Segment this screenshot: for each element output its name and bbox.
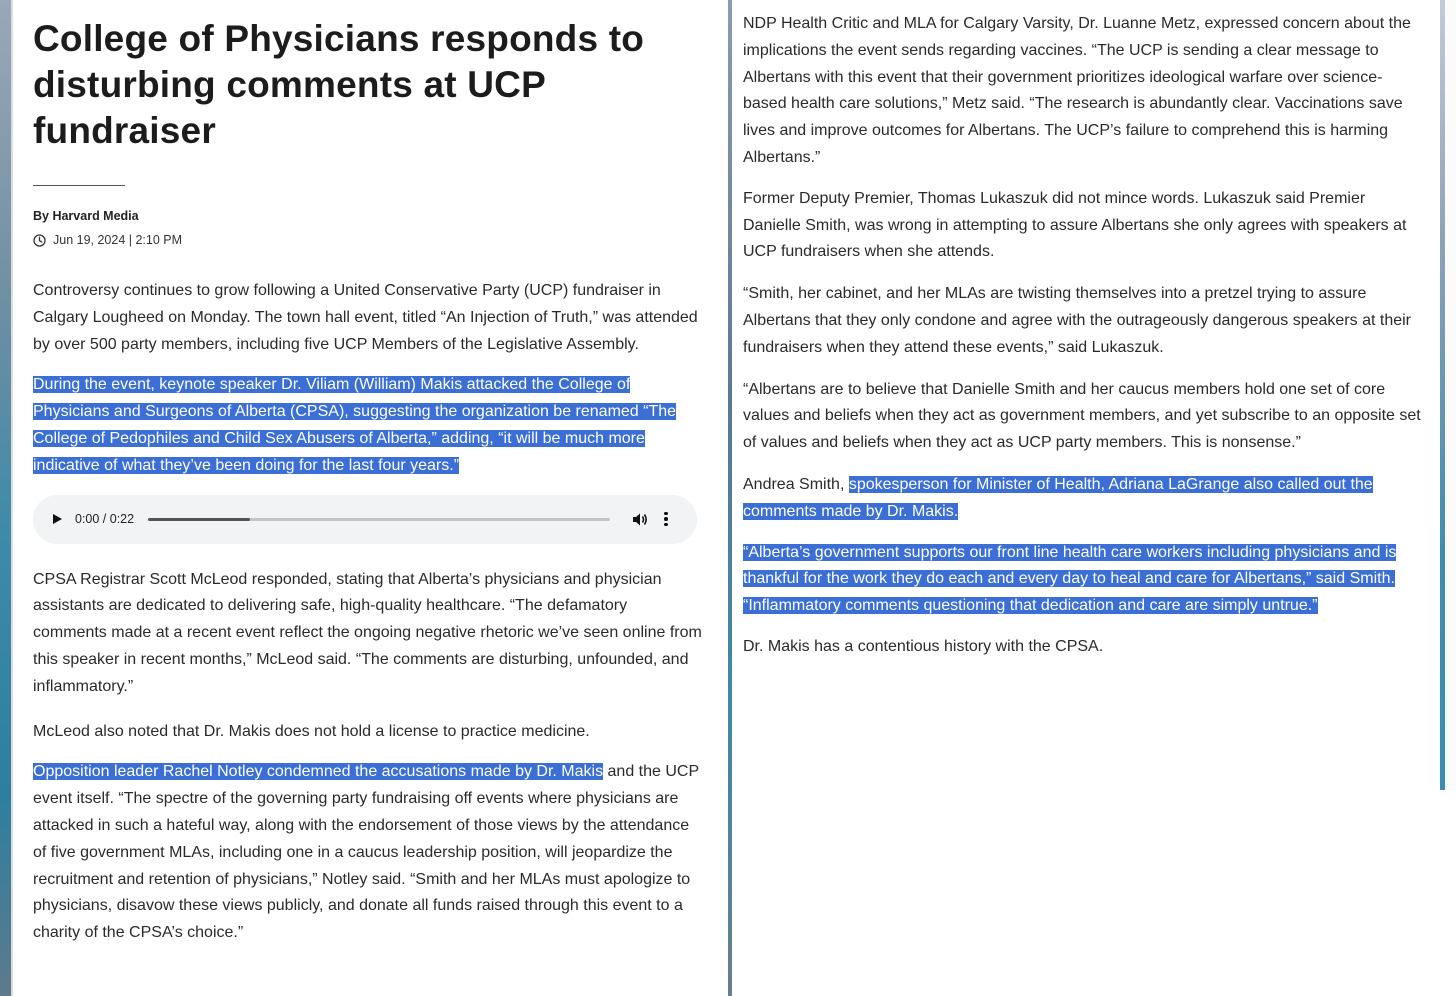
paragraph-lukaszuk-quote: “Smith, her cabinet, and her MLAs are twisting themselves into a pretzel trying to assure Albertans that they only condone and agree with the outrageously dangerous speakers at their fundraisers when they attend these events,” said Lukaszuk. (743, 285, 1411, 356)
column-divider (728, 0, 732, 996)
paragraph-text: and the UCP event itself. “The spectre of the governing party fundraising off events where physicians are attacked in such a hateful way, along with the endorsement of those views by the attendance of five government MLAs, including one in a caucus leadership position, will jeopardize the recruitment and retention of physicians,” Notley said. “Smith and her MLAs must apologize to physicians, disavow these views publicly, and donate all funds raised through this event to a charity of the CPSA’s choice.” (33, 763, 699, 942)
paragraph-license: McLeod also noted that Dr. Makis does not hold a license to practice medicine. (33, 722, 590, 740)
audio-player[interactable] (33, 495, 697, 544)
highlighted-text: “Alberta’s government supports our front line health care workers including physicians and is thankful for the work they do each and every day to heal and care for Albertans,” said Smith. “Inflammatory comments questioning that dedication and care are simply untrue.” (743, 543, 1397, 615)
paragraph-albertans: “Albertans are to believe that Danielle Smith and her caucus members hold one set of core values and beliefs when they act as government members, and yet subscribe to an opposite set of values and beliefs when they act as UCP party members. This is nonsense.” (743, 380, 1421, 452)
paragraph-lukaszuk: Former Deputy Premier, Thomas Lukaszuk did not mince words. Lukaszuk said Premier Danielle Smith, was wrong in attempting to assure Albertans she only agrees with speakers at UCP fundraisers when she attends. (743, 189, 1407, 261)
article-title: College of Physicians responds to disturbing comments at UCP fundraiser (33, 18, 645, 151)
play-icon[interactable] (53, 514, 62, 524)
more-options-icon[interactable] (664, 511, 668, 528)
audio-seek-bar[interactable] (148, 518, 610, 521)
volume-icon[interactable] (632, 512, 648, 527)
paragraph-mcleod: CPSA Registrar Scott McLeod responded, stating that Alberta’s physicians and physician assistants are dedicated to delivering safe, high-quality healthcare. “The defamatory comments made at a recent event reflect the ongoing negative rhetoric we’ve seen online from this speaker in recent months,” McLeod said. “The comments are disturbing, unfounded, and inflammatory.” (33, 570, 702, 695)
paragraph-metz: NDP Health Critic and MLA for Calgary Varsity, Dr. Luanne Metz, expressed concern about the implications the event sends regarding vaccines. “The UCP is sending a clear message to Albertans with this event that their government prioritizes ideological warfare over science-based health care solutions,” Metz said. “The research is abundantly clear. Vaccinations save lives and improve outcomes for Albertans. The UCP’s failure to comprehend this is harming Albertans.” (743, 15, 1411, 166)
highlighted-text: Opposition leader Rachel Notley condemned the accusations made by Dr. Makis (33, 763, 604, 781)
audio-progress-fill (148, 518, 250, 521)
dateline (33, 233, 703, 247)
right-edge-margin (1445, 0, 1456, 790)
paragraph-text: Andrea Smith, (743, 475, 849, 493)
clock-icon (33, 234, 46, 247)
audio-time: 0:00 / 0:22 (75, 512, 135, 527)
left-column (33, 0, 703, 947)
paragraph-history: Dr. Makis has a contentious history with the CPSA. (743, 637, 1104, 655)
highlighted-text: During the event, keynote speaker Dr. Viliam (William) Makis attacked the College of Physicians and Surgeons of Alberta (CPSA), suggesting the organization be renamed “The College of Pedophiles and Child Sex Abusers of Alberta,” adding, “it will be much more indicative of what they’ve been doing for the last four years.” (33, 376, 677, 474)
right-column (743, 0, 1423, 661)
left-edge-strip (0, 0, 11, 996)
publish-date: Jun 19, 2024 | 2:10 PM (53, 233, 183, 247)
paragraph-makis-quote (33, 372, 703, 479)
paragraph-government-statement (743, 540, 1423, 620)
paragraph-intro: Controversy continues to grow following a United Conservative Party (UCP) fundraiser in Calgary Lougheed on Monday. The town hall event, titled “An Injection of Truth,” was attended by over 500 party members, including five UCP Members of the Legislative Assembly. (33, 282, 698, 353)
byline: By Harvard Media (33, 209, 139, 223)
highlighted-text: spokesperson for Minister of Health, Adriana LaGrange also called out the comments made by Dr. Makis. (743, 475, 1373, 520)
paragraph-andrea-smith (743, 472, 1423, 526)
paragraph-notley (33, 759, 703, 947)
left-edge-divider (11, 0, 13, 996)
title-rule (33, 185, 125, 186)
